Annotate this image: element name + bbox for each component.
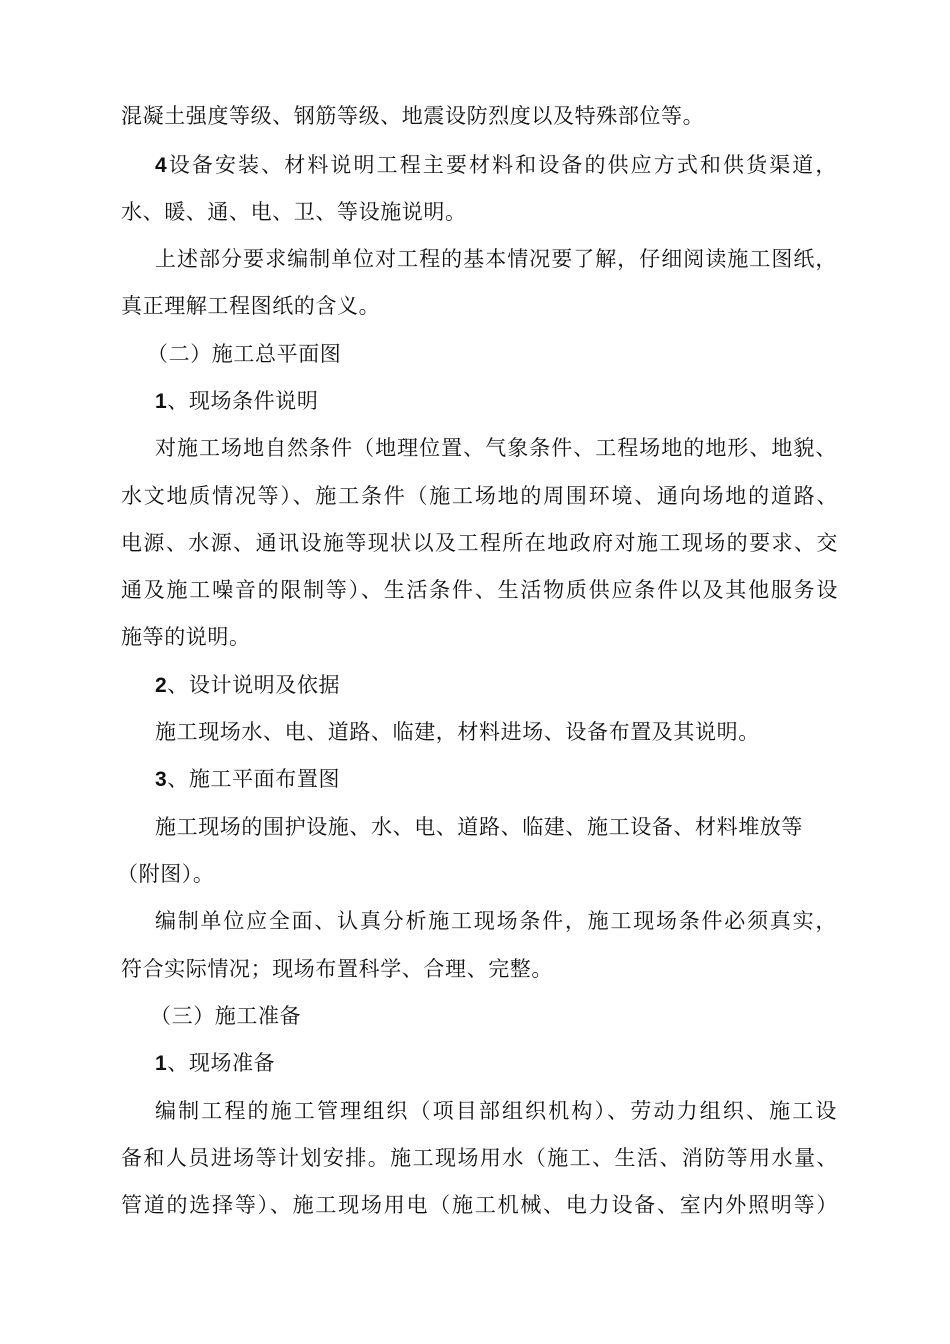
heading-text: （三）施工准备 xyxy=(150,1004,302,1028)
text-line-4 xyxy=(155,244,837,274)
item-number: 3 xyxy=(155,768,168,791)
section-heading-3 xyxy=(0,1001,950,1031)
line-text: 设备安装、材料说明工程主要材料和设备的供应方式和供货渠道， xyxy=(167,153,837,177)
text-line-1 xyxy=(0,101,950,131)
line-text: 通及施工噪音的限制等）、生活条件、生活物质供应条件以及其他服务设 xyxy=(121,578,838,602)
line-text: 电源、水源、通讯设施等现状以及工程所在地政府对施工现场的要求、交 xyxy=(121,531,838,555)
subheading-site-layout xyxy=(0,764,950,795)
item-number: 1 xyxy=(155,390,168,413)
text-line-17 xyxy=(0,859,950,889)
heading-text: 、现场条件说明 xyxy=(167,389,319,413)
line-text: 水、暖、通、电、卫、等设施说明。 xyxy=(121,200,467,224)
line-text: 施等的说明。 xyxy=(121,625,251,649)
text-line-9 xyxy=(121,481,838,511)
heading-text: 、设计说明及依据 xyxy=(167,673,341,697)
line-text: 符合实际情况；现场布置科学、合理、完整。 xyxy=(121,957,553,981)
line-text: 管道的选择等）、施工现场用电（施工机械、电力设备、室内外照明等） xyxy=(121,1193,838,1217)
line-text: 上述部分要求编制单位对工程的基本情况要了解，仔细阅读施工图纸， xyxy=(155,247,837,271)
item-number: 1 xyxy=(155,1052,168,1075)
item-number: 2 xyxy=(155,674,168,697)
text-line-22 xyxy=(155,1096,837,1126)
text-line-23 xyxy=(121,1143,838,1173)
line-text: 备和人员进场等计划安排。施工现场用水（施工、生活、消防等用水量、 xyxy=(121,1146,838,1170)
line-text: （附图）。 xyxy=(117,862,215,886)
heading-text: （二）施工总平面图 xyxy=(147,342,342,366)
line-text: 施工现场水、电、道路、临建，材料进场、设备布置及其说明。 xyxy=(155,720,760,744)
text-line-19 xyxy=(0,954,950,984)
text-line-11 xyxy=(121,575,838,605)
text-line-10 xyxy=(121,528,838,558)
text-line-16 xyxy=(0,812,950,842)
subheading-site-conditions xyxy=(0,386,950,417)
line-text: 真正理解工程图纸的含义。 xyxy=(121,294,381,318)
text-line-5 xyxy=(0,291,950,321)
heading-text: 、施工平面布置图 xyxy=(167,767,341,791)
subheading-design-basis xyxy=(0,670,950,701)
line-text: 编制工程的施工管理组织（项目部组织机构）、劳动力组织、施工设 xyxy=(155,1099,837,1123)
heading-text: 、现场准备 xyxy=(167,1051,276,1075)
line-text: 编制单位应全面、认真分析施工现场条件，施工现场条件必须真实， xyxy=(155,909,837,933)
text-line-14 xyxy=(0,717,950,747)
text-line-24 xyxy=(121,1190,838,1220)
subheading-site-preparation xyxy=(0,1048,950,1079)
line-text: 对施工场地自然条件（地理位置、气象条件、工程场地的地形、地貌、 xyxy=(155,436,837,460)
line-text: 施工现场的围护设施、水、电、道路、临建、施工设备、材料堆放等 xyxy=(155,815,803,839)
text-line-3 xyxy=(0,197,950,227)
text-line-12 xyxy=(0,622,950,652)
text-line-8 xyxy=(155,433,837,463)
item-number: 4 xyxy=(155,154,168,177)
line-text: 水文地质情况等）、施工条件（施工场地的周围环境、通向场地的道路、 xyxy=(121,484,838,508)
text-line-2 xyxy=(155,150,837,181)
text-line-18 xyxy=(155,906,837,936)
section-heading-2 xyxy=(0,339,950,369)
line-text: 混凝土强度等级、钢筋等级、地震设防烈度以及特殊部位等。 xyxy=(121,104,705,128)
